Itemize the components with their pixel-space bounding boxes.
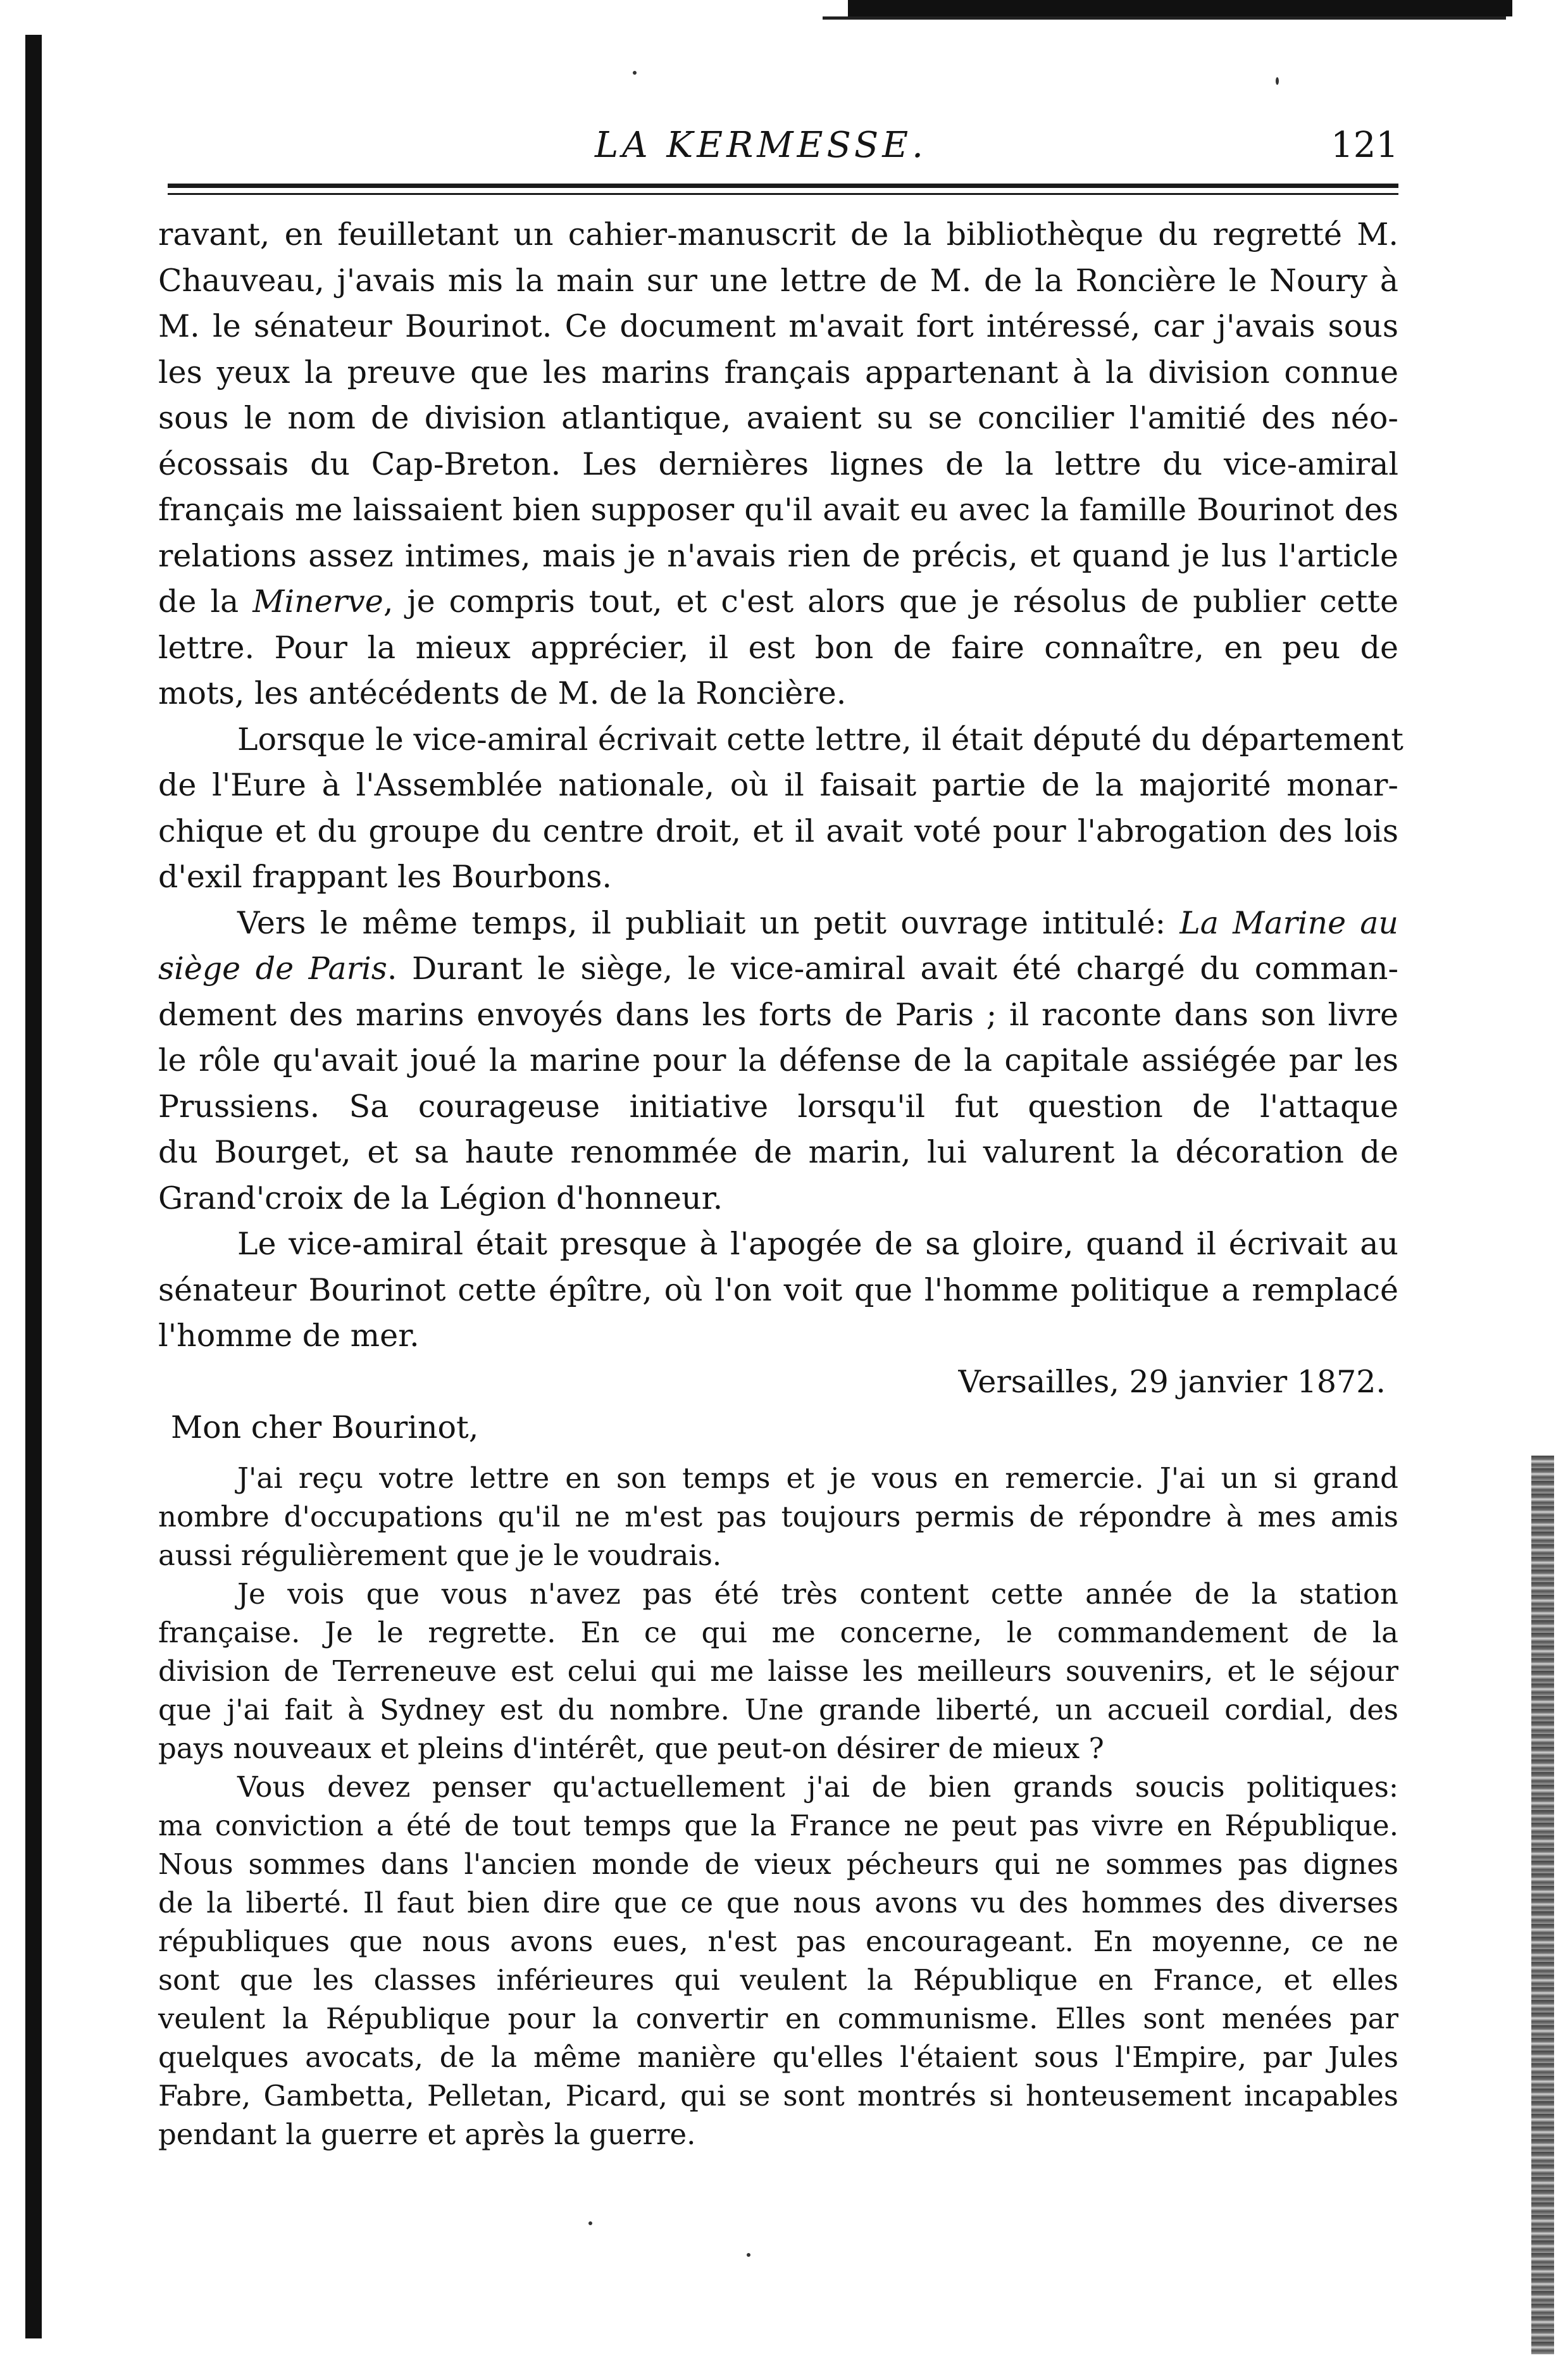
letter-dateline: Versailles, 29 janvier 1872. [958,1363,1386,1400]
letter-line: française. Je le regrette. En ce qui me concerne, le commandement de la [158,1616,1398,1649]
text-line: de la Minerve, je compris tout, et c'est alors que je résolus de publier cette [158,584,1398,620]
text-line: l'homme de mer. [158,1318,420,1354]
letter-line: sont que les classes inférieures qui veulent la République en France, et elles [158,1963,1398,1997]
header-rule [168,184,1398,188]
page-number: 121 [1331,125,1398,166]
letter-line: Je vois que vous n'avez pas été très content cette année de la station [237,1577,1398,1611]
letter-line: Fabre, Gambetta, Pelletan, Picard, qui se sont montrés si honteusement incapables [158,2079,1398,2113]
letter-line: républiques que nous avons eues, n'est pas encourageant. En moyenne, ce ne [158,1925,1398,1958]
letter-line: veulent la République pour la convertir en communisme. Elles sont menées par [158,2002,1398,2035]
scan-left-border [25,35,42,2338]
text-line: français me laissaient bien supposer qu'il avait eu avec la famille Bourinot des [158,492,1398,528]
scan-top-border-thin [823,16,1506,20]
text-line: le rôle qu'avait joué la marine pour la défense de la capitale assiégée par les [158,1042,1398,1078]
text-line: Chauveau, j'avais mis la main sur une lettre de M. de la Roncière le Noury à [158,262,1398,299]
letter-line: aussi régulièrement que je le voudrais. [158,1539,722,1572]
text-line: dement des marins envoyés dans les forts de Paris ; il raconte dans son livre [158,996,1398,1033]
text-line: relations assez intimes, mais je n'avais rien de précis, et quand je lus l'article [158,537,1398,574]
text-line: M. le sénateur Bourinot. Ce document m'avait fort intéressé, car j'avais sous [158,308,1398,344]
text-line: mots, les antécédents de M. de la Roncière. [158,675,847,711]
scan-right-edge-noise [1531,1456,1554,2354]
scan-speck [1276,77,1279,85]
text-line: lettre. Pour la mieux apprécier, il est bon de faire connaître, en peu de [158,629,1398,666]
letter-line: pays nouveaux et pleins d'intérêt, que peut-on désirer de mieux ? [158,1732,1104,1765]
letter-line: Nous sommes dans l'ancien monde de vieux pécheurs qui ne sommes pas dignes [158,1847,1398,1881]
text-line: du Bourget, et sa haute renommée de marin, lui valurent la décoration de [158,1134,1398,1170]
letter-line: ma conviction a été de tout temps que la France ne peut pas vivre en République. [158,1809,1398,1842]
letter-line: J'ai reçu votre lettre en son temps et je vous en remercie. J'ai un si grand [237,1461,1398,1495]
scan-top-border [848,0,1512,16]
running-title: LA KERMESSE. [595,125,927,166]
text-line: Vers le même temps, il publiait un petit ouvrage intitulé: La Marine au [237,904,1398,941]
letter-line: division de Terreneuve est celui qui me laisse les meilleurs souvenirs, et le séjour [158,1654,1398,1688]
scan-speck [588,2221,592,2225]
text-line: écossais du Cap-Breton. Les dernières lignes de la lettre du vice-amiral [158,446,1398,482]
text-line: Le vice-amiral était presque à l'apogée de sa gloire, quand il écrivait au [237,1226,1398,1262]
text-line: ravant, en feuilletant un cahier-manuscrit de la bibliothèque du regretté M. [158,216,1398,253]
header-rule-thin [168,193,1398,195]
letter-line: pendant la guerre et après la guerre. [158,2118,696,2151]
text-line: sénateur Bourinot cette épître, où l'on voit que l'homme politique a remplacé [158,1271,1398,1308]
text-line: siège de Paris. Durant le siège, le vice-amiral avait été chargé du comman- [158,951,1398,987]
letter-line: que j'ai fait à Sydney est du nombre. Une grande liberté, un accueil cordial, des [158,1693,1398,1726]
text-line: Grand'croix de la Légion d'honneur. [158,1180,723,1216]
letter-salutation: Mon cher Bourinot, [171,1409,479,1445]
text-line: d'exil frappant les Bourbons. [158,859,612,895]
body-text [158,212,1403,1451]
text-line: chique et du groupe du centre droit, et il avait voté pour l'abrogation des lois [158,813,1398,849]
letter-line: quelques avocats, de la même manière qu'elles l'étaient sous l'Empire, par Jules [158,2040,1398,2074]
letter-line: Vous devez penser qu'actuellement j'ai de bien grands soucis politiques: [237,1770,1398,1804]
text-line: sous le nom de division atlantique, avaient su se concilier l'amitié des néo- [158,400,1398,436]
text-line: Prussiens. Sa courageuse initiative lorsqu'il fut question de l'attaque [158,1088,1398,1125]
text-line: les yeux la preuve que les marins français appartenant à la division connue [158,354,1398,390]
letter-text [158,1459,1398,2154]
letter-line: de la liberté. Il faut bien dire que ce que nous avons vu des hommes des diverses [158,1886,1398,1919]
text-line: Lorsque le vice-amiral écrivait cette lettre, il était député du département [237,721,1403,758]
text-line: de l'Eure à l'Assemblée nationale, où il faisait partie de la majorité monar- [158,767,1398,803]
scan-speck [747,2253,750,2257]
scan-speck [633,71,637,75]
running-head [158,120,1398,171]
letter-line: nombre d'occupations qu'il ne m'est pas toujours permis de répondre à mes amis [158,1500,1398,1533]
